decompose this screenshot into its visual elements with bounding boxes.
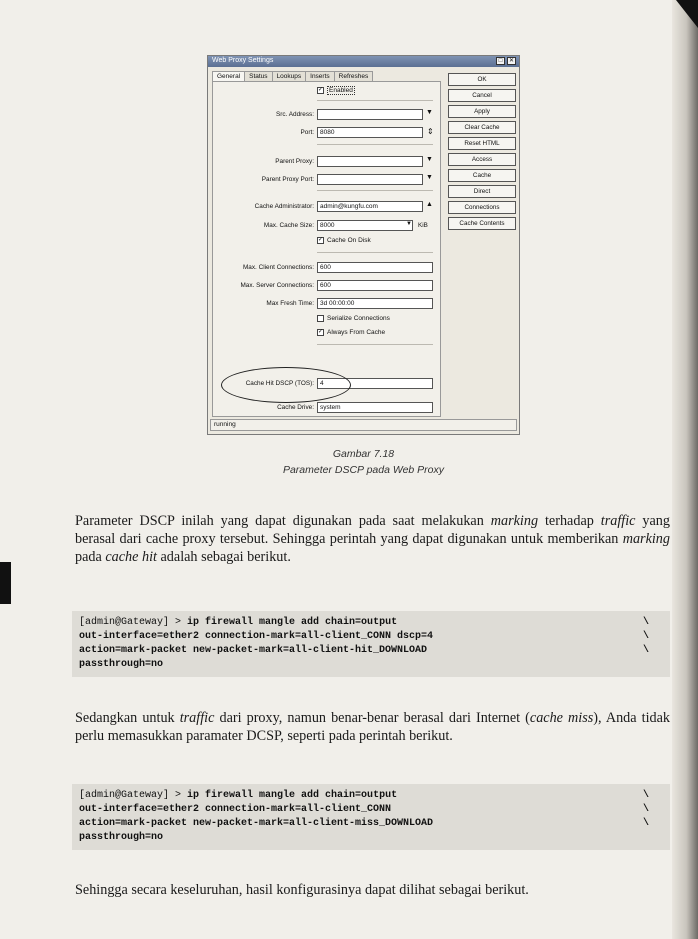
page-corner	[676, 0, 698, 28]
max-cache-size-unit: KiB	[418, 222, 428, 229]
window-title: Web Proxy Settings	[212, 57, 274, 64]
cancel-button[interactable]: Cancel	[448, 89, 516, 102]
chapter-tab	[0, 562, 11, 604]
status-bar: running	[210, 419, 517, 431]
dropdown-icon[interactable]: ▼	[426, 174, 433, 181]
max-cache-size-input[interactable]: 8000	[317, 220, 413, 231]
window-titlebar[interactable]	[208, 56, 519, 67]
max-client-conn-label: Max. Client Connections:	[242, 264, 314, 271]
direct-button[interactable]: Direct	[448, 185, 516, 198]
page-edge	[672, 0, 698, 939]
paragraph-3: Sehingga secara keseluruhan, hasil konfigurasinya dapat dilihat sebagai berikut.	[75, 882, 529, 898]
cache-hit-dscp-input[interactable]: 4	[317, 378, 433, 389]
parent-proxy-label: Parent Proxy:	[275, 158, 314, 165]
max-fresh-time-input[interactable]: 3d 00:00:00	[317, 298, 433, 309]
enabled-checkbox[interactable]: ✓ Enabled	[318, 87, 353, 95]
reset-html-button[interactable]: Reset HTML	[448, 137, 516, 150]
code-line: action=mark-packet new-packet-mark=all-client-miss_DOWNLOAD \	[79, 818, 649, 829]
tab-inserts[interactable]: Inserts	[305, 71, 335, 81]
src-address-input[interactable]	[317, 109, 423, 120]
max-client-conn-input[interactable]: 600	[317, 262, 433, 273]
cache-on-disk-checkbox[interactable]: ✓ Cache On Disk	[318, 237, 371, 245]
max-server-conn-label: Max. Server Connections:	[240, 282, 314, 289]
parent-proxy-port-label: Parent Proxy Port:	[261, 176, 314, 183]
paragraph-1: Parameter DSCP inilah yang dapat digunakan pada saat melakukan marking terhadap traffic yang berasal dari cache proxy tersebut. Sehingga perintah yang dapat digunakan untuk memberikan marking pada cache hit adalah sebagai berikut.	[75, 513, 670, 565]
checkbox-empty-icon	[317, 315, 324, 322]
code-line: [admin@Gateway] > ip firewall mangle add chain=output \	[79, 790, 649, 801]
ok-button[interactable]: OK	[448, 73, 516, 86]
restore-icon[interactable]: □	[496, 57, 505, 65]
parent-proxy-port-input[interactable]	[317, 174, 423, 185]
close-icon[interactable]: ✕	[508, 58, 515, 64]
figure-number: Gambar 7.18	[332, 448, 395, 460]
divider	[317, 252, 433, 253]
checkmark-icon: ✓	[318, 237, 324, 243]
figure-caption: Parameter DSCP pada Web Proxy	[282, 464, 445, 476]
web-proxy-window	[207, 55, 520, 435]
tab-status[interactable]: Status	[244, 71, 272, 81]
divider	[317, 100, 433, 101]
cache-admin-input[interactable]: admin@kungfu.com	[317, 201, 423, 212]
cache-hit-dscp-label: Cache Hit DSCP (TOS):	[245, 380, 314, 387]
clear-cache-button[interactable]: Clear Cache	[448, 121, 516, 134]
divider	[317, 344, 433, 345]
parent-proxy-input[interactable]	[317, 156, 423, 167]
checkmark-icon: ✓	[318, 329, 324, 335]
divider	[317, 190, 433, 191]
checkmark-icon: ✓	[318, 87, 324, 93]
access-button[interactable]: Access	[448, 153, 516, 166]
spin-icon[interactable]: ⇕	[427, 127, 434, 136]
connections-button[interactable]: Connections	[448, 201, 516, 214]
action-buttons	[448, 73, 516, 233]
serialize-connections-checkbox[interactable]: Serialize Connections	[317, 315, 390, 322]
code-block-1	[72, 611, 670, 677]
max-server-conn-input[interactable]: 600	[317, 280, 433, 291]
collapse-icon[interactable]: ▲	[426, 201, 433, 208]
port-input[interactable]: 8080	[317, 127, 423, 138]
code-line: passthrough=no	[79, 659, 164, 670]
tab-general[interactable]: General	[212, 71, 245, 81]
cache-drive-input[interactable]: system	[317, 402, 433, 413]
cache-drive-label: Cache Drive:	[277, 404, 314, 411]
dropdown-icon[interactable]: ▼	[426, 156, 433, 163]
max-fresh-time-label: Max Fresh Time:	[266, 300, 314, 307]
port-label: Port:	[300, 129, 314, 136]
dropdown-icon[interactable]: ▼	[406, 221, 412, 227]
dropdown-icon[interactable]: ▼	[426, 109, 433, 116]
code-line: out-interface=ether2 connection-mark=all-client_CONN dscp=4 \	[79, 631, 649, 642]
code-line: action=mark-packet new-packet-mark=all-client-hit_DOWNLOAD \	[79, 645, 649, 656]
tab-lookups[interactable]: Lookups	[272, 71, 307, 81]
src-address-label: Src. Address:	[275, 111, 314, 118]
tab-refreshes[interactable]: Refreshes	[334, 71, 374, 81]
cache-button[interactable]: Cache	[448, 169, 516, 182]
apply-button[interactable]: Apply	[448, 105, 516, 118]
highlight-ellipse	[221, 367, 351, 403]
code-block-2	[72, 784, 670, 850]
max-cache-size-label: Max. Cache Size:	[263, 222, 314, 229]
code-line: passthrough=no	[79, 832, 164, 843]
code-line: [admin@Gateway] > ip firewall mangle add chain=output \	[79, 617, 649, 628]
divider	[317, 144, 433, 145]
code-line: out-interface=ether2 connection-mark=all-client_CONN \	[79, 804, 649, 815]
cache-contents-button[interactable]: Cache Contents	[448, 217, 516, 230]
paragraph-2: Sedangkan untuk traffic dari proxy, namun benar-benar berasal dari Internet (cache miss), Anda tidak perlu memasukkan paramater DCSP, seperti pada perintah berikut.	[75, 710, 671, 744]
general-panel	[212, 81, 441, 417]
cache-admin-label: Cache Administrator:	[254, 203, 314, 210]
tab-bar	[212, 71, 372, 81]
always-from-cache-checkbox[interactable]: ✓ Always From Cache	[318, 329, 386, 337]
